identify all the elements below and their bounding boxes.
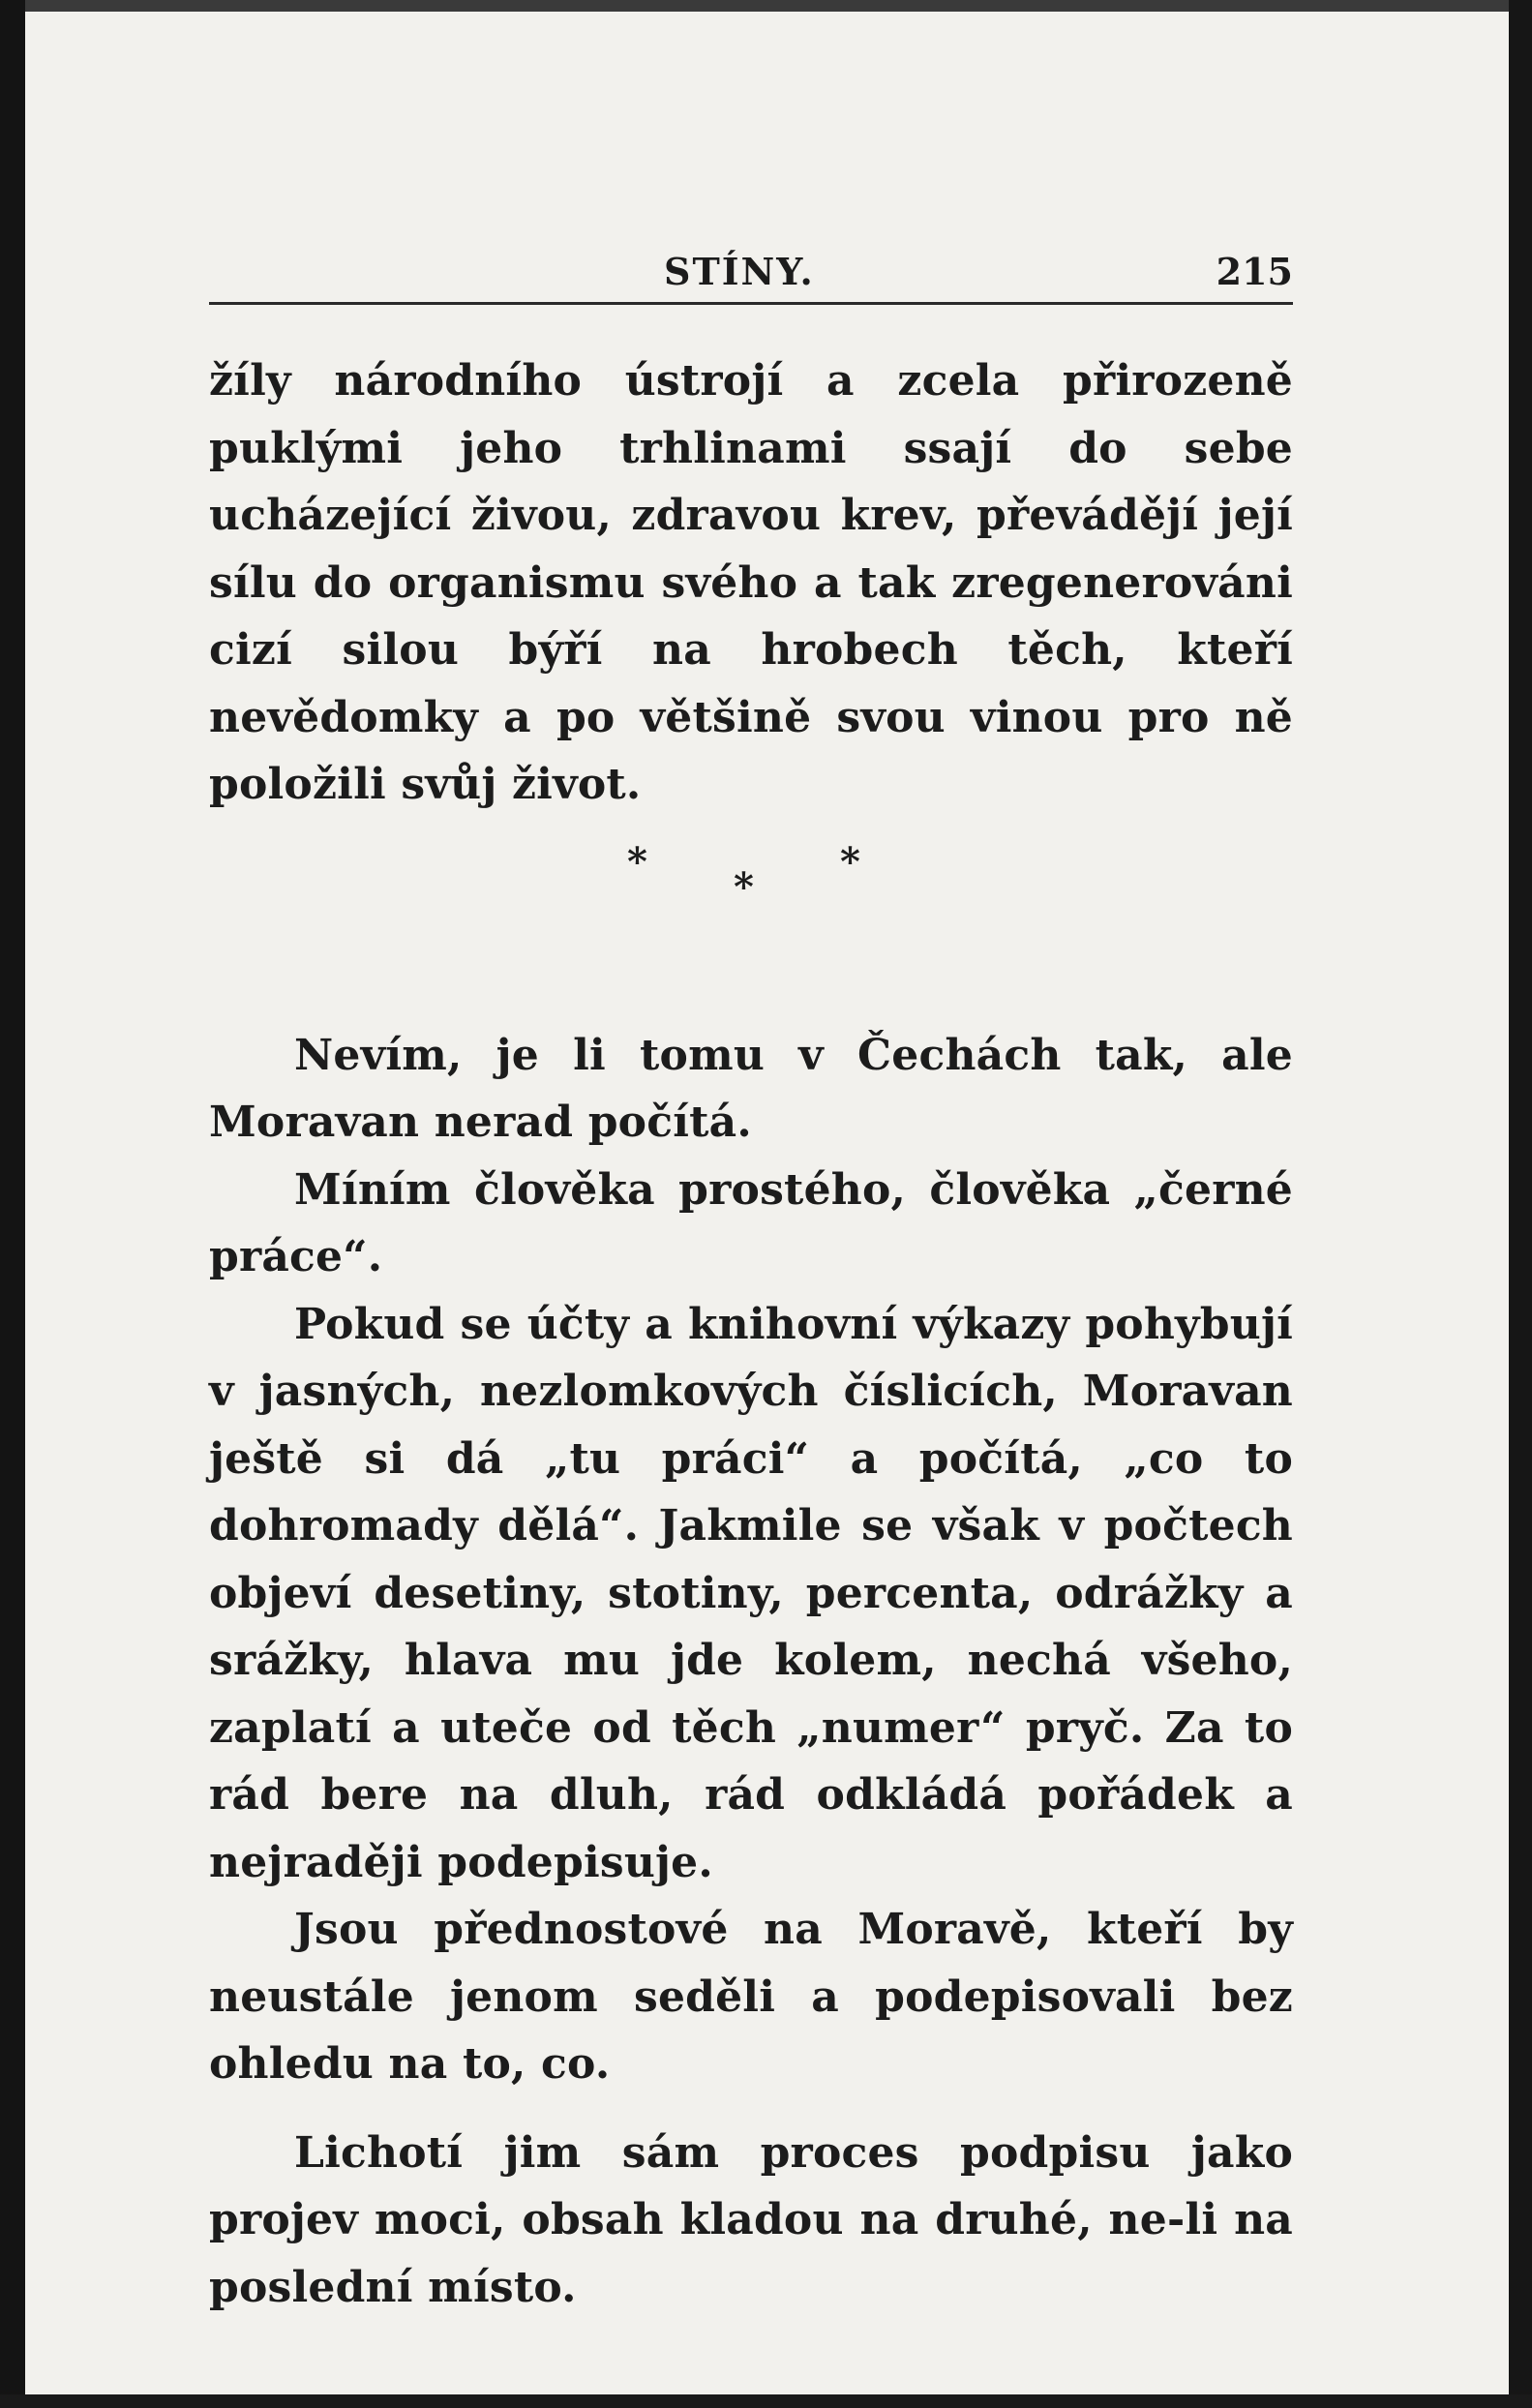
page-number: 215 xyxy=(1216,250,1293,293)
paragraph: Nevím, je li tomu v Čechách tak, ale Moravan nerad počítá. xyxy=(209,1030,1293,1147)
asterisk-left: * xyxy=(627,838,648,885)
paragraph: Jsou přednostové na Moravě, kteří by neustále jenom seděli a podepisovali bez ohledu na to, co. xyxy=(209,1905,1293,2089)
scan-edge-top xyxy=(0,0,1532,12)
section-break-asterisks xyxy=(209,819,1293,1022)
scan-edge-bottom xyxy=(0,2394,1532,2408)
paragraph: Míním člověka prostého, člověka „černé práce“. xyxy=(209,1164,1293,1281)
book-page xyxy=(209,242,1293,2321)
asterisk-right: * xyxy=(840,838,861,885)
paragraph: Pokud se účty a knihovní výkazy pohybují v jasných, nezlomkových číslicích, Moravan ještě si dá „tu práci“ a počítá, „co to dohromady dělá“. Jakmile se však v počtech objeví desetiny, stotiny, percenta, odrážky a srážky, hlava mu jde kolem, nechá všeho, zaplatí a uteče od těch „numer“ pryč. Za to rád bere na dluh, rád odkládá pořádek a nejraději podepisuje. xyxy=(209,1299,1293,1887)
paragraph: Lichotí jim sám proces podpisu jako projev moci, obsah kladou na druhé, ne-li na poslední místo. xyxy=(209,2127,1293,2312)
paragraph-continued: žíly národního ústrojí a zcela přirozeně puklými jeho trhlinami ssají do sebe ucházející živou, zdravou krev, převádějí její sílu do organismu svého a tak zregenerováni cizí silou býří na hrobech těch, kteří nevědomky a po většině svou vinou pro ně položili svůj život. xyxy=(209,356,1293,809)
scan-edge-left xyxy=(0,0,25,2408)
running-header xyxy=(209,242,1293,305)
asterisk-center: * xyxy=(734,863,755,910)
scan-edge-right xyxy=(1509,0,1532,2408)
running-title: STÍNY. xyxy=(664,250,815,293)
paragraph-gap xyxy=(209,2098,1293,2120)
page-body xyxy=(209,347,1293,2321)
